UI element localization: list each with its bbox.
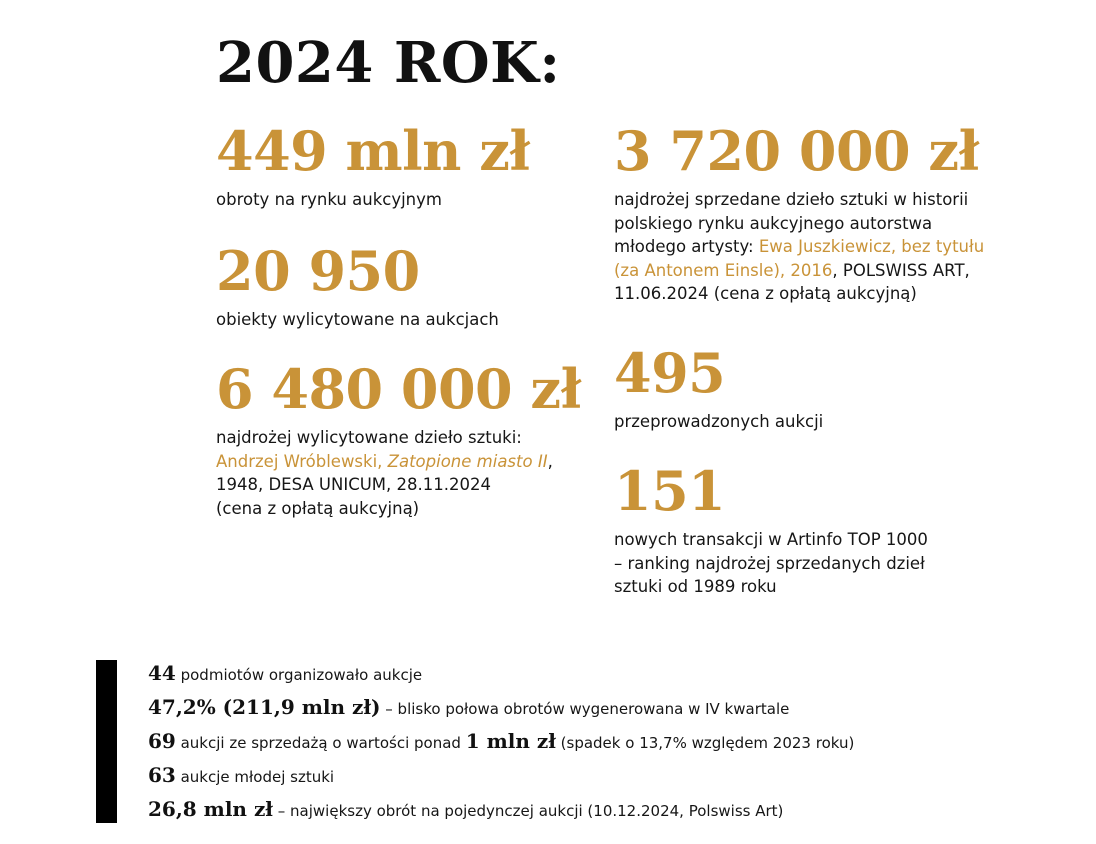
artist-name: Andrzej Wróblewski, [216, 451, 388, 471]
summary-line: 44 podmiotów organizowało aukcje [148, 661, 423, 685]
stat-turnover [216, 120, 530, 212]
stat-description: obroty na rynku aukcyjnym [216, 190, 442, 209]
desc-line: (za Antonem Einsle), 2016, POLSWISS ART, [614, 260, 970, 280]
stat-description [216, 426, 581, 520]
summary-line: 69 aukcji ze sprzedażą o wartości ponad 1 mln zł (spadek o 13,7% względem 2023 roku) [148, 729, 855, 753]
desc-line: 1948, DESA UNICUM, 28.11.2024 [216, 475, 492, 494]
stat-description [614, 188, 984, 306]
stat-value: 20 950 [216, 239, 420, 303]
desc-line: młodego artysty: Ewa Juszkiewicz, bez tytułu [614, 237, 985, 256]
desc-line: najdrożej sprzedane dzieło sztuki w historii [614, 190, 969, 209]
stat-value: 151 [614, 459, 726, 523]
stat-description: obiekty wylicytowane na aukcjach [216, 310, 499, 329]
desc-line: sztuki od 1989 roku [614, 577, 777, 596]
stat-value: 6 480 000 zł [216, 357, 581, 421]
stat-objects [216, 240, 499, 332]
page-title: 2024 ROK: [216, 30, 561, 96]
stat-description: przeprowadzonych aukcji [614, 412, 824, 431]
desc-line: najdrożej wylicytowane dzieło sztuki: [216, 428, 522, 447]
desc-line: (cena z opłatą aukcyjną) [216, 498, 420, 518]
stat-value: 3 720 000 zł [614, 119, 979, 183]
desc-line: – ranking najdrożej sprzedanych dzieł [614, 553, 925, 573]
desc-line: 11.06.2024 (cena z opłatą aukcyjną) [614, 284, 917, 303]
accent-bar [96, 660, 117, 823]
artwork-credit: (za Antonem Einsle), 2016 [614, 260, 833, 280]
stat-value: 495 [614, 341, 726, 405]
artwork-credit: Ewa Juszkiewicz, bez tytułu [758, 237, 985, 256]
stat-auctions [614, 342, 823, 434]
stat-young-artist-record [614, 120, 984, 306]
artwork-title: Zatopione miasto II [387, 451, 548, 471]
desc-line: Andrzej Wróblewski, Zatopione miasto II, [216, 451, 553, 471]
stat-top1000 [614, 460, 928, 599]
stat-top-lot [216, 358, 581, 520]
summary-line: 26,8 mln zł – największy obrót na pojedynczej aukcji (10.12.2024, Polswiss Art) [148, 797, 784, 821]
stat-description [614, 528, 928, 599]
desc-line: nowych transakcji w Artinfo TOP 1000 [614, 530, 928, 549]
summary-line: 63 aukcje młodej sztuki [148, 763, 335, 787]
summary-section [96, 660, 1056, 825]
desc-line: polskiego rynku aukcyjnego autorstwa [614, 213, 933, 233]
stat-value: 449 mln zł [216, 119, 530, 183]
summary-line: 47,2% (211,9 mln zł) – blisko połowa obrotów wygenerowana w IV kwartale [148, 695, 790, 719]
